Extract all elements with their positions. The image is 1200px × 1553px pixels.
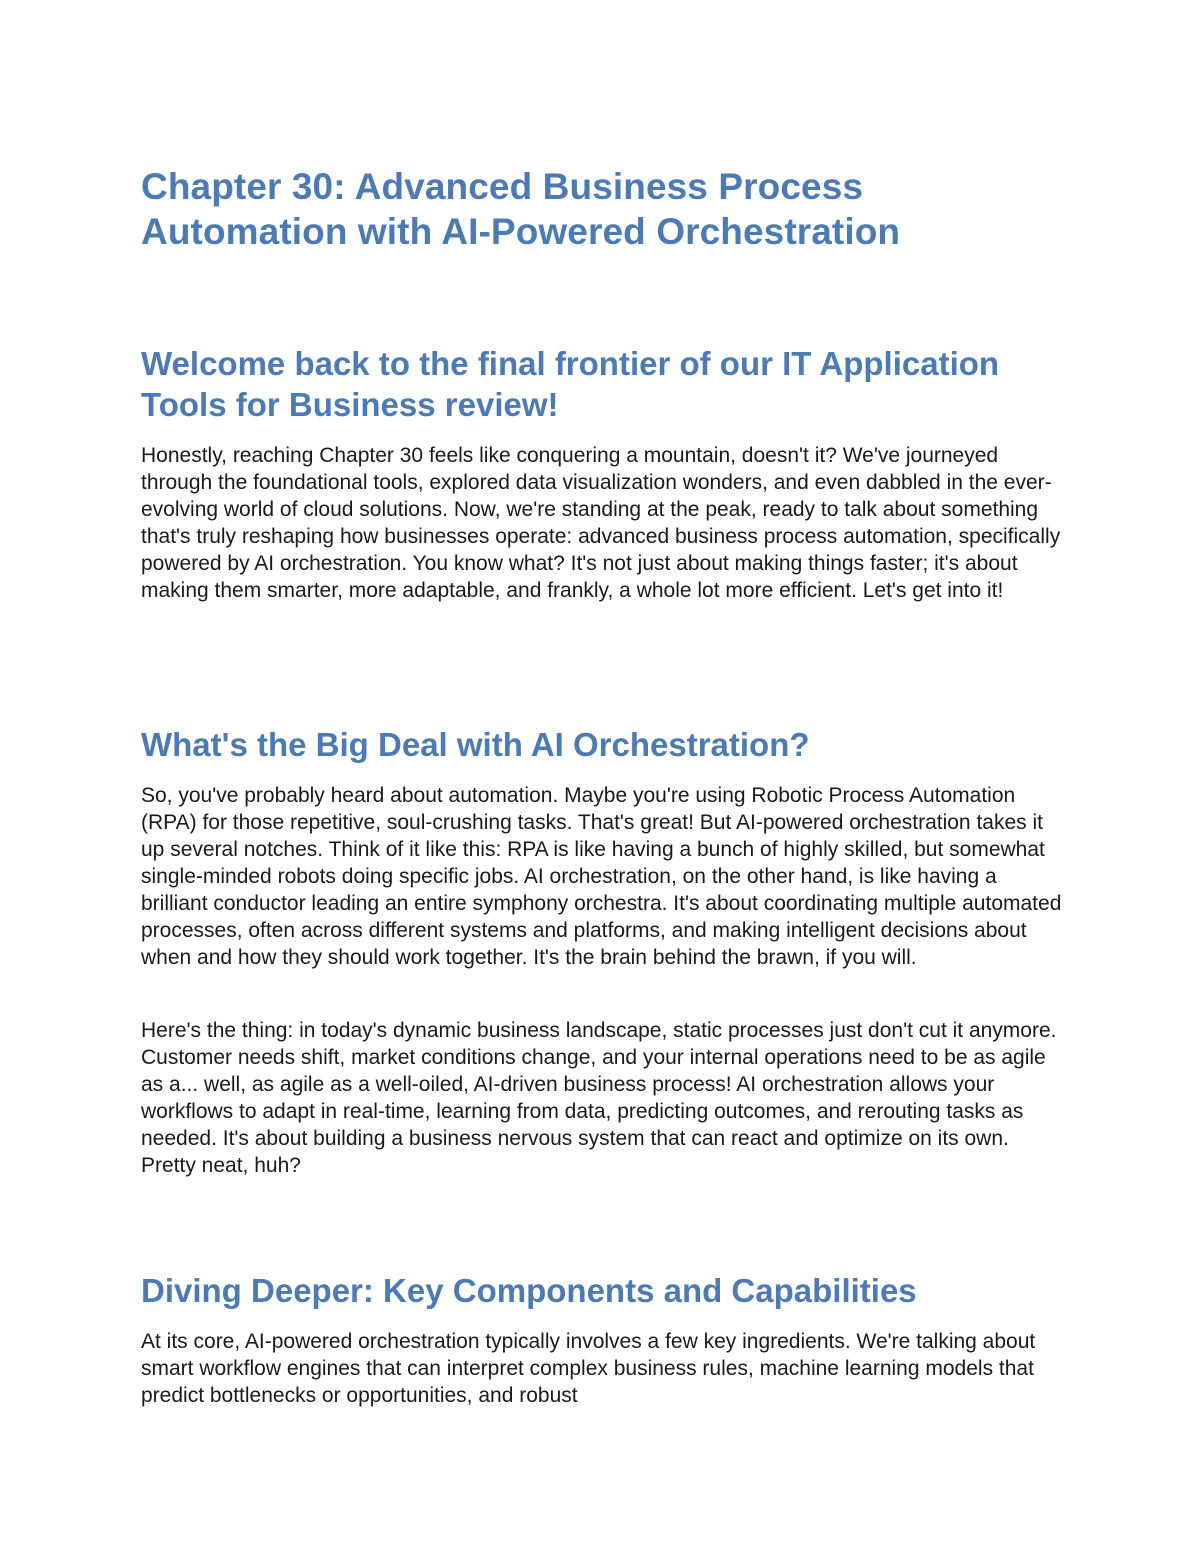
paragraph-intro: Honestly, reaching Chapter 30 feels like conquering a mountain, doesn't it? We've journeyed through the foundational tools, explored data visualization wonders, and even dabbled in the ever-evolving world of cloud solutions. Now, we're standing at the peak, ready to talk about something that's truly reshaping how businesses operate: advanced business process automation, specifically powered by AI orchestration. You know what? It's not just about making things faster; it's about making them smarter, more adaptable, and frankly, a whole lot more efficient. Let's get into it! bbox=[141, 444, 1061, 602]
section-heading-big-deal: What's the Big Deal with AI Orchestration? bbox=[141, 726, 810, 763]
chapter-title: Chapter 30: Advanced Business Process Automation with AI-Powered Orchestration bbox=[141, 166, 901, 252]
paragraph-diving-deeper-1: At its core, AI-powered orchestration typically involves a few key ingredients. We're talking about smart workflow engines that can interpret complex business rules, machine learning models that predict bottlenecks or opportunities, and robust bbox=[141, 1330, 1036, 1407]
paragraph-big-deal-1: So, you've probably heard about automation. Maybe you're using Robotic Process Automation (RPA) for those repetitive, soul-crushing tasks. That's great! But AI-powered orchestration takes it up several notches. Think of it like this: RPA is like having a bunch of highly skilled, but somewhat single-minded robots doing specific jobs. AI orchestration, on the other hand, is like having a brilliant conductor leading an entire symphony orchestra. It's about coordinating multiple automated processes, often across different systems and platforms, and making intelligent decisions about when and how they should work together. It's the brain behind the brawn, if you will. bbox=[141, 784, 1062, 969]
section-heading-welcome: Welcome back to the final frontier of our IT Application Tools for Business review! bbox=[141, 345, 1000, 423]
section-heading-diving-deeper: Diving Deeper: Key Components and Capabilities bbox=[141, 1272, 917, 1309]
paragraph-big-deal-2: Here's the thing: in today's dynamic business landscape, static processes just don't cut it anymore. Customer needs shift, market conditions change, and your internal operations need to be as agile as a... well, as agile as a well-oiled, AI-driven business process! AI orchestration allows your workflows to adapt in real-time, learning from data, predicting outcomes, and rerouting tasks as needed. It's about building a business nervous system that can react and optimize on its own. Pretty neat, huh? bbox=[141, 1019, 1057, 1177]
